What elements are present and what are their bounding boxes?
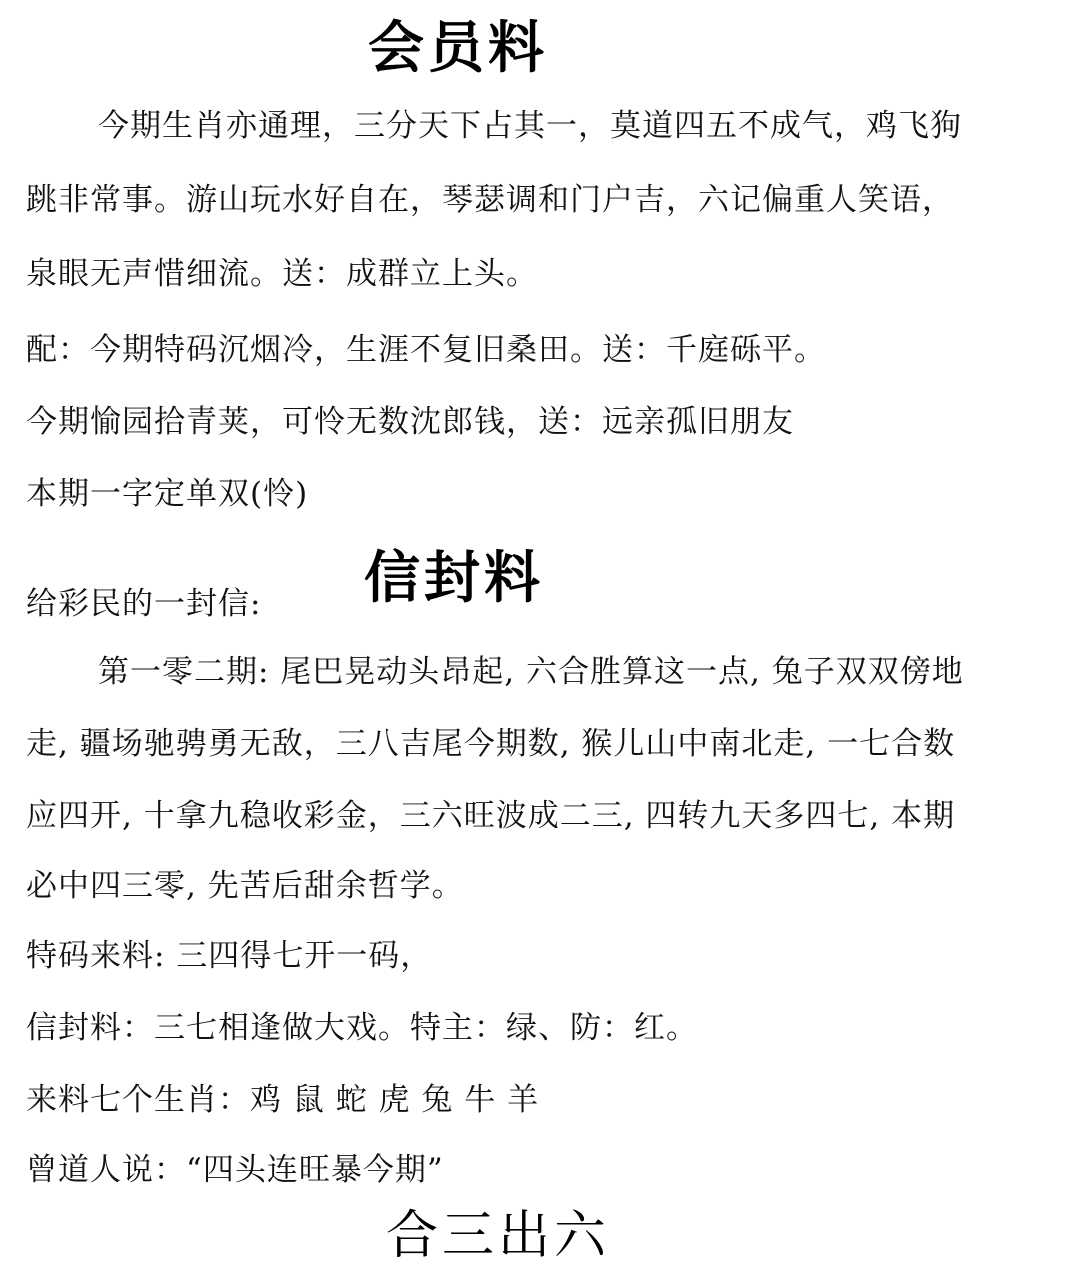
footer-title: 合三出六 bbox=[386, 1206, 611, 1266]
paragraph-line: 今期愉园拾青荚，可怜无数沈郎钱，送：远亲孤旧朋友 bbox=[26, 404, 794, 440]
paragraph-line: 泉眼无声惜细流。送：成群立上头。 bbox=[26, 256, 538, 292]
paragraph-line: 本期一字定单双(怜) bbox=[26, 476, 309, 512]
paragraph-line: 必中四三零, 先苦后甜余哲学。 bbox=[26, 868, 464, 904]
title-member-material: 会员料 bbox=[368, 15, 548, 81]
zodiac-line: 来料七个生肖：鸡 鼠 蛇 虎 兔 牛 羊 bbox=[26, 1082, 540, 1118]
paragraph-line: 今期生肖亦通理，三分天下占其一，莫道四五不成气，鸡飞狗 bbox=[98, 108, 962, 144]
title-envelope-material: 信封料 bbox=[364, 545, 544, 611]
envelope-material-line: 信封料：三七相逢做大戏。特主：绿、防：红。 bbox=[26, 1010, 698, 1046]
paragraph-line: 配：今期特码沉烟冷，生涯不复旧桑田。送：千庭砾平。 bbox=[26, 332, 826, 368]
paragraph-line: 第一零二期: 尾巴晃动头昂起, 六合胜算这一点, 兔子双双傍地 bbox=[98, 654, 964, 690]
paragraph-line: 跳非常事。游山玩水好自在，琴瑟调和门户吉，六记偏重人笑语， bbox=[26, 182, 954, 218]
paragraph-line: 走, 疆场驰骋勇无敌，三八吉尾今期数, 猴儿山中南北走, 一七合数 bbox=[26, 726, 956, 762]
paragraph-line: 应四开, 十拿九稳收彩金，三六旺波成二三, 四转九天多四七, 本期 bbox=[26, 798, 956, 834]
quote-line: 曾道人说：“四头连旺暴今期” bbox=[26, 1152, 444, 1188]
special-code-line: 特码来料: 三四得七开一码， bbox=[26, 938, 433, 974]
letter-intro: 给彩民的一封信: bbox=[26, 586, 262, 622]
